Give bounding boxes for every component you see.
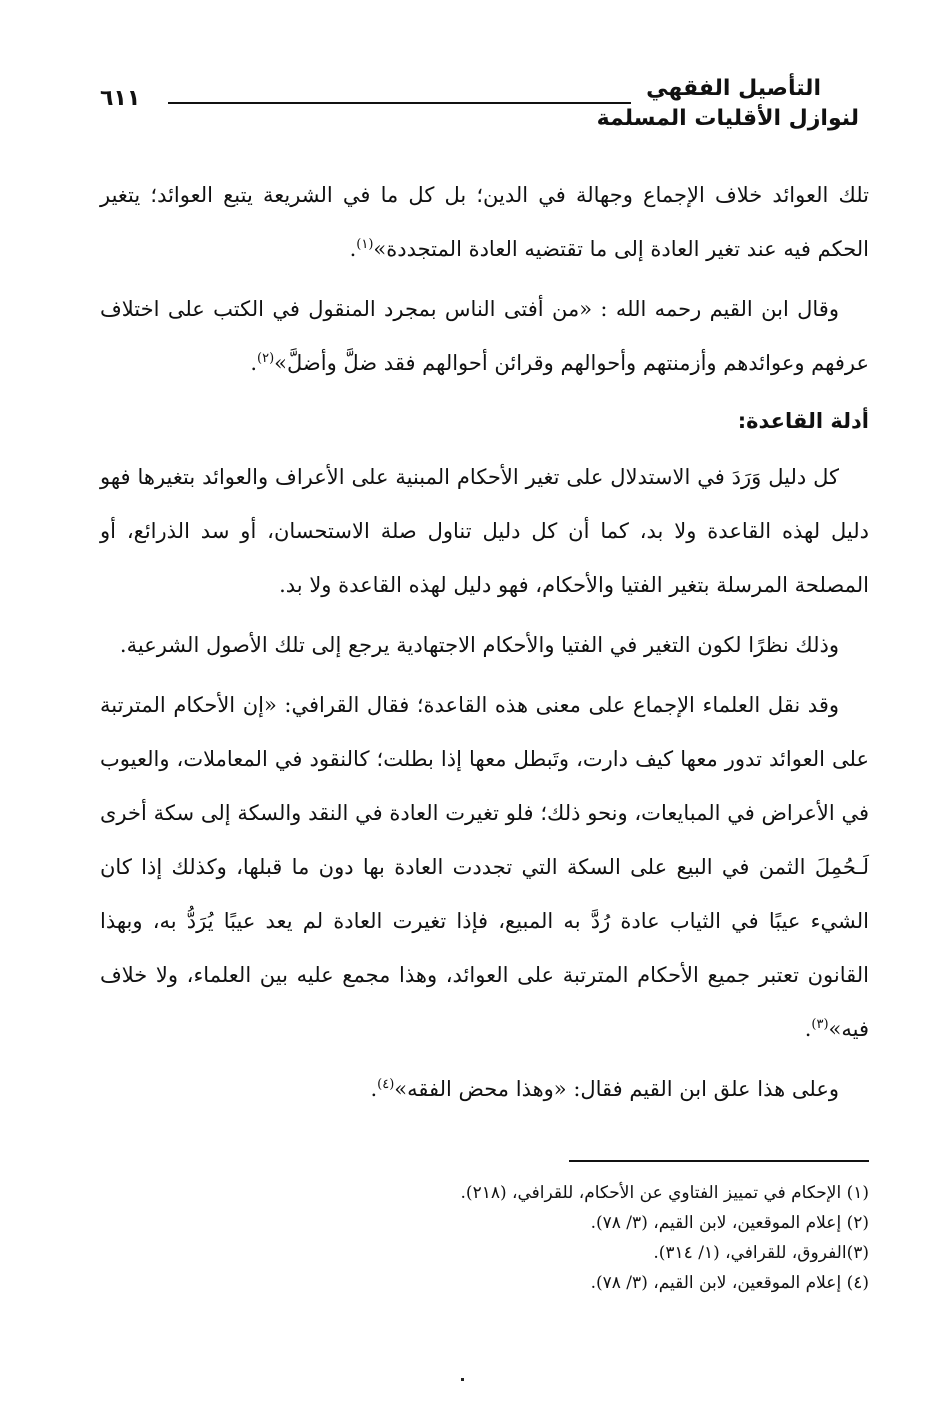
paragraph-5: وقد نقل العلماء الإجماع على معنى هذه القاعدة؛ فقال القرافي: «إن الأحكام المترتبة على العوائد تدور معها كيف دارت، وتَبطل معها إذا بطلت؛ كالنقود في المعاملات، والعيوب في الأعراض في المبايعات، ونحو ذلك؛ فلو تغيرت العادة في النقد والسكة إلى سكة أخرى لَـحُمِلَ الثمن في البيع على السكة التي تجددت العادة بها دون ما قبلها، وكذلك إذا كان الشيء عيبًا في الثياب عادة رُدَّ به المبيع، فإذا تغيرت العادة لم يعد عيبًا يُرَدُّ به، وبهذا القانون تعتبر جميع الأحكام المترتبة على العوائد، وهذا مجمع عليه بين العلماء، ولا خلاف فيه»$^{(٣)}$.: [100, 693, 869, 1041]
paragraph-1: تلك العوائد خلاف الإجماع وجهالة في الدين؛ بل كل ما في الشريعة يتبع العوائد؛ يتغير الحكم فيه عند تغير العادة إلى ما تقتضيه العادة المتجددة»$^{(١)}$.: [100, 183, 869, 261]
footnote-ref-1[interactable]: (١): [356, 237, 374, 252]
paragraph-3: كل دليل وَرَدَ في الاستدلال على تغير الأحكام المبنية على الأعراف والعوائد بتغيرها فهو دليل لهذه القاعدة ولا بد، كما أن كل دليل تناول صلة الاستحسان، أو سد الذرائع، أو المصلحة المرسلة بتغير الفتيا والأحكام، فهو دليل لهذه القاعدة ولا بد.: [100, 465, 869, 597]
footnotes: [100, 1178, 869, 1298]
book-title-line1: التأصيل الفقهي: [646, 76, 821, 101]
footnote-2: (٢) إعلام الموقعين، لابن القيم، (٣/ ٧٨).: [590, 1213, 869, 1233]
footnote-ref-3[interactable]: (٣): [811, 1017, 829, 1032]
page-header: [100, 74, 871, 144]
footnote-separator: [569, 1160, 869, 1162]
footnote-1: (١) الإحكام في تمييز الفتاوي عن الأحكام، للقرافي، (٢١٨).: [460, 1183, 869, 1203]
footnote-ref-2[interactable]: (٢): [257, 351, 275, 366]
paragraph-2: وقال ابن القيم رحمه الله : «من أفتى الناس بمجرد المنقول في الكتب على اختلاف عرفهم وعوائدهم وأزمنتهم وأحوالهم وقرائن أحوالهم فقد ضلَّ وأضلَّ»$^{(٢)}$.: [100, 297, 869, 375]
header-rule: [168, 102, 631, 104]
scan-dot: [461, 1378, 464, 1381]
section-heading: أدلة القاعدة:: [737, 409, 869, 433]
footnote-3: (٣)الفروق، للقرافي، (١/ ٣١٤).: [653, 1243, 869, 1263]
paragraph-6: وعلى هذا علق ابن القيم فقال: «وهذا محض الفقه»$^{(٤)}$.: [370, 1077, 839, 1101]
footnote-4: (٤) إعلام الموقعين، لابن القيم، (٣/ ٧٨).: [590, 1273, 869, 1293]
page-number: ٦١١: [100, 86, 141, 111]
paragraph-4: وذلك نظرًا لكون التغير في الفتيا والأحكام الاجتهادية يرجع إلى تلك الأصول الشرعية.: [119, 633, 839, 657]
book-title: [597, 74, 859, 134]
main-text: [100, 168, 869, 1122]
footnote-ref-4[interactable]: (٤): [377, 1077, 395, 1092]
book-title-line2: لنوازل الأقليات المسلمة: [596, 106, 859, 131]
